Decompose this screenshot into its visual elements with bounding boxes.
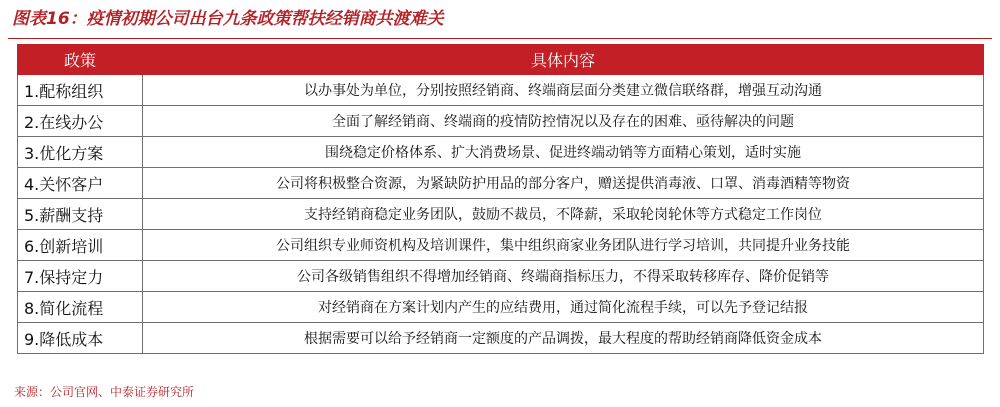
table-row bbox=[18, 199, 984, 230]
table-row bbox=[18, 292, 984, 323]
policy-cell: 6.创新培训 bbox=[18, 230, 143, 261]
header-policy: 政策 bbox=[18, 45, 143, 75]
policy-cell: 1.配称组织 bbox=[18, 75, 143, 106]
policy-cell: 8.简化流程 bbox=[18, 292, 143, 323]
content-cell: 公司各级销售组织不得增加经销商、终端商指标压力，不得采取转移库存、降价促销等 bbox=[143, 261, 984, 292]
table-row bbox=[18, 323, 984, 354]
content-cell: 全面了解经销商、终端商的疫情防控情况以及存在的困难、亟待解决的问题 bbox=[143, 106, 984, 137]
policy-cell: 2.在线办公 bbox=[18, 106, 143, 137]
policy-cell: 3.优化方案 bbox=[18, 137, 143, 168]
header-content: 具体内容 bbox=[143, 45, 984, 75]
table-row bbox=[18, 75, 984, 106]
table-header-row bbox=[18, 45, 984, 75]
policy-cell: 4.关怀客户 bbox=[18, 168, 143, 199]
table-row bbox=[18, 261, 984, 292]
table-row bbox=[18, 106, 984, 137]
content-cell: 围绕稳定价格体系、扩大消费场景、促进终端动销等方面精心策划，适时实施 bbox=[143, 137, 984, 168]
content-cell: 根据需要可以给予经销商一定额度的产品调拨，最大程度的帮助经销商降低资金成本 bbox=[143, 323, 984, 354]
content-cell: 公司组织专业师资机构及培训课件，集中组织商家业务团队进行学习培训，共同提升业务技能 bbox=[143, 230, 984, 261]
policy-table-container bbox=[17, 44, 983, 354]
policy-cell: 5.薪酬支持 bbox=[18, 199, 143, 230]
figure-title: 图表16：疫情初期公司出台九条政策帮扶经销商共渡难关 bbox=[12, 9, 444, 29]
table-row bbox=[18, 137, 984, 168]
content-cell: 公司将积极整合资源，为紧缺防护用品的部分客户，赠送提供消毒液、口罩、消毒酒精等物资 bbox=[143, 168, 984, 199]
content-cell: 支持经销商稳定业务团队，鼓励不裁员，不降薪，采取轮岗轮休等方式稳定工作岗位 bbox=[143, 199, 984, 230]
content-cell: 对经销商在方案计划内产生的应结费用，通过简化流程手续，可以先予登记结报 bbox=[143, 292, 984, 323]
table-row bbox=[18, 168, 984, 199]
policy-table bbox=[17, 44, 984, 354]
table-row bbox=[18, 230, 984, 261]
content-cell: 以办事处为单位，分别按照经销商、终端商层面分类建立微信联络群，增强互动沟通 bbox=[143, 75, 984, 106]
title-divider bbox=[8, 38, 992, 39]
policy-cell: 9.降低成本 bbox=[18, 323, 143, 354]
source-note: 来源：公司官网、中泰证券研究所 bbox=[14, 385, 195, 399]
policy-cell: 7.保持定力 bbox=[18, 261, 143, 292]
